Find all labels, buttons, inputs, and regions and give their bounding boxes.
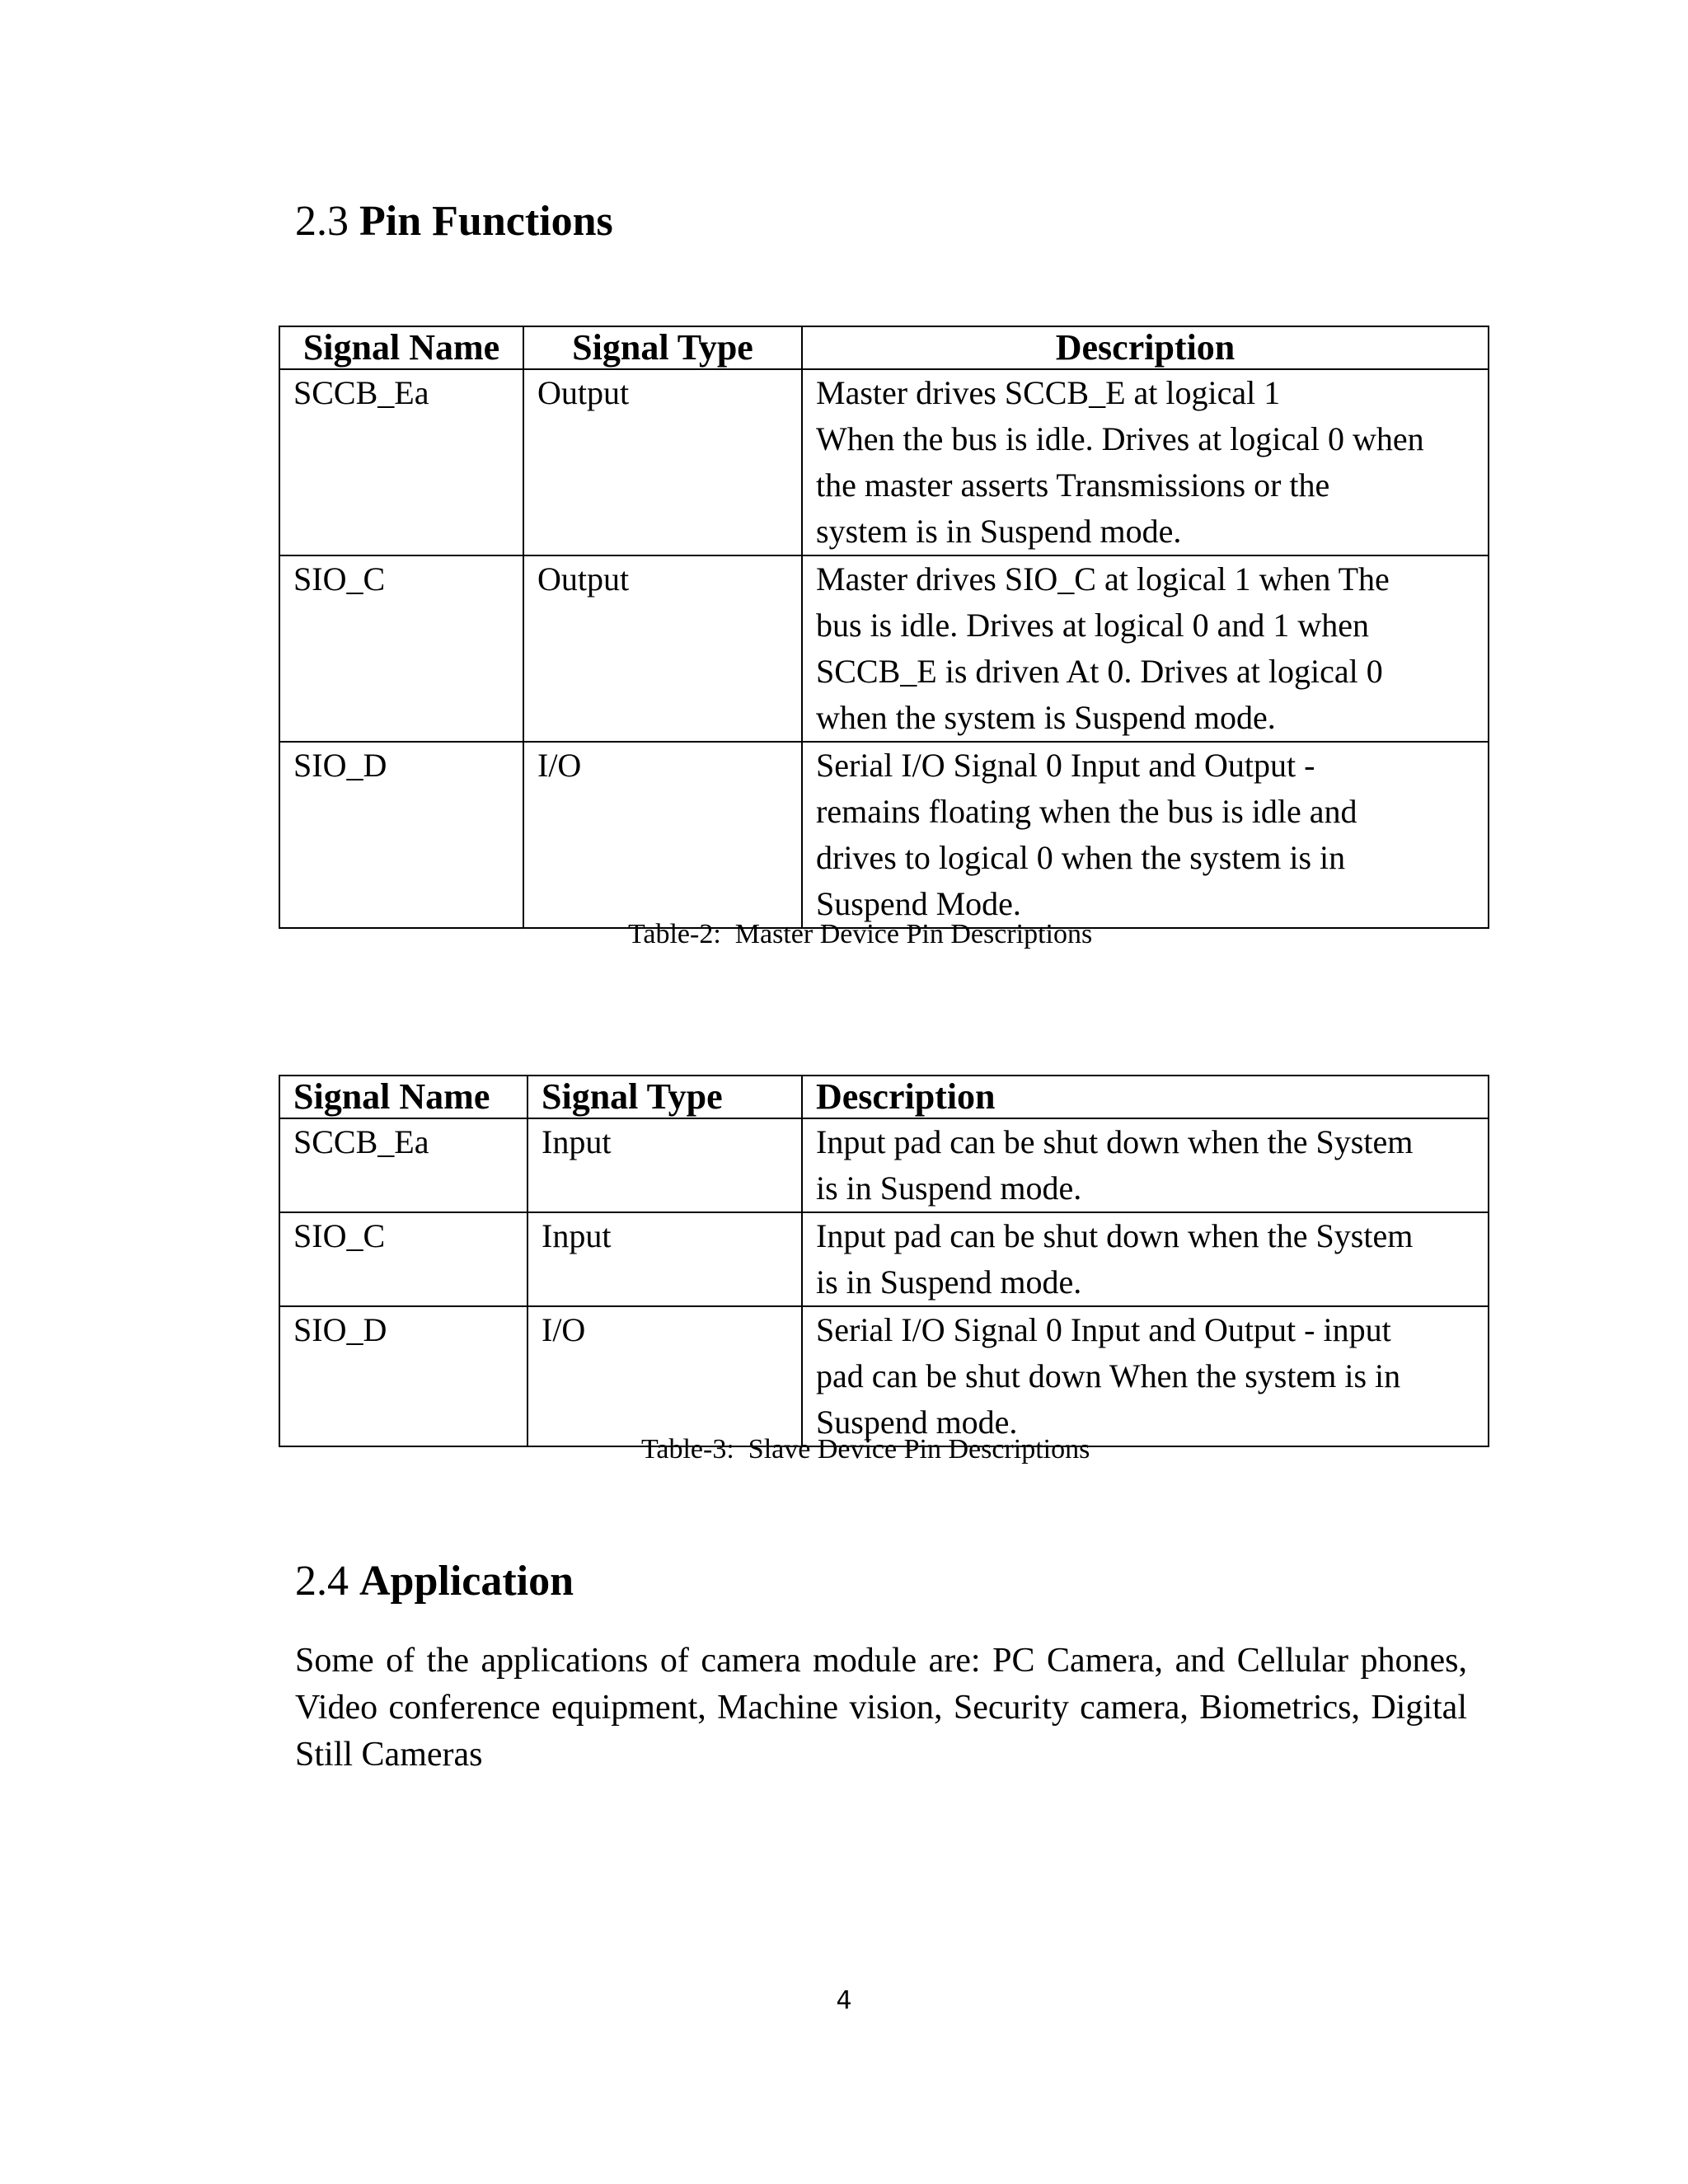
description-cell [802, 742, 1489, 928]
application-paragraph: Some of the applications of camera module are: PC Camera, and Cellular phones, Video conference equipment, Machine vision, Security camera, Biometrics, Digital Still Cameras [295, 1642, 1467, 1774]
table-header-row [279, 326, 1489, 369]
section-title: Pin Functions [359, 198, 613, 245]
table-header-row [279, 1076, 1489, 1118]
description-line: Input pad can be shut down when the System [816, 1123, 1414, 1160]
column-header-description: Description [802, 326, 1489, 369]
description-line: bus is idle. Drives at logical 0 and 1 when [816, 607, 1369, 644]
section-title: Application [359, 1558, 574, 1605]
signal-name-cell: SCCB_Ea [279, 369, 523, 555]
description-line: Master drives SIO_C at logical 1 when The [816, 560, 1390, 598]
description-line: SCCB_E is driven At 0. Drives at logical 0 [816, 653, 1383, 690]
description-line: Suspend Mode. [816, 885, 1021, 922]
master-device-pin-table [279, 326, 1489, 929]
signal-name-cell: SIO_C [279, 1212, 528, 1306]
column-header-description: Description [802, 1076, 1489, 1118]
signal-type-cell: Input [528, 1118, 802, 1212]
column-header-signal-type: Signal Type [523, 326, 802, 369]
table-caption-master: Table-2: Master Device Pin Descriptions [628, 919, 1093, 949]
signal-type-cell: I/O [528, 1306, 802, 1446]
signal-name-cell: SIO_C [279, 555, 523, 742]
table-row [279, 369, 1489, 555]
page-number: 4 [836, 1986, 852, 2015]
description-cell [802, 1306, 1489, 1446]
table-row [279, 1306, 1489, 1446]
description-line: pad can be shut down When the system is in [816, 1357, 1401, 1394]
signal-type-cell: Input [528, 1212, 802, 1306]
description-line: when the system is Suspend mode. [816, 699, 1276, 736]
column-header-signal-name: Signal Name [279, 1076, 528, 1118]
description-cell [802, 369, 1489, 555]
description-cell [802, 555, 1489, 742]
table-row [279, 742, 1489, 928]
section-number: 2.4 [295, 1558, 349, 1605]
description-line: remains floating when the bus is idle and [816, 793, 1357, 830]
signal-type-cell: Output [523, 555, 802, 742]
description-line: system is in Suspend mode. [816, 513, 1182, 550]
column-header-signal-type: Signal Type [528, 1076, 802, 1118]
table-row [279, 1212, 1489, 1306]
description-line: is in Suspend mode. [816, 1263, 1082, 1301]
signal-type-cell: I/O [523, 742, 802, 928]
signal-name-cell: SIO_D [279, 1306, 528, 1446]
description-line: Serial I/O Signal 0 Input and Output - [816, 747, 1315, 784]
description-line: When the bus is idle. Drives at logical 0 when [816, 420, 1424, 457]
description-cell [802, 1212, 1489, 1306]
table-row [279, 1118, 1489, 1212]
section-heading-application [295, 1560, 574, 1603]
section-heading-pin-functions [295, 200, 613, 243]
description-line: the master asserts Transmissions or the [816, 466, 1330, 504]
slave-device-pin-table [279, 1075, 1489, 1447]
section-number: 2.3 [295, 198, 349, 245]
signal-name-cell: SCCB_Ea [279, 1118, 528, 1212]
column-header-signal-name: Signal Name [279, 326, 523, 369]
description-line: Serial I/O Signal 0 Input and Output - input [816, 1311, 1391, 1348]
signal-name-cell: SIO_D [279, 742, 523, 928]
description-line: Master drives SCCB_E at logical 1 [816, 374, 1281, 411]
description-line: Input pad can be shut down when the System [816, 1217, 1414, 1254]
signal-type-cell: Output [523, 369, 802, 555]
description-cell [802, 1118, 1489, 1212]
description-line: Suspend mode. [816, 1404, 1018, 1441]
table-row [279, 555, 1489, 742]
description-line: is in Suspend mode. [816, 1169, 1082, 1207]
table-caption-slave: Table-3: Slave Device Pin Descriptions [641, 1434, 1090, 1465]
description-line: drives to logical 0 when the system is in [816, 839, 1346, 876]
